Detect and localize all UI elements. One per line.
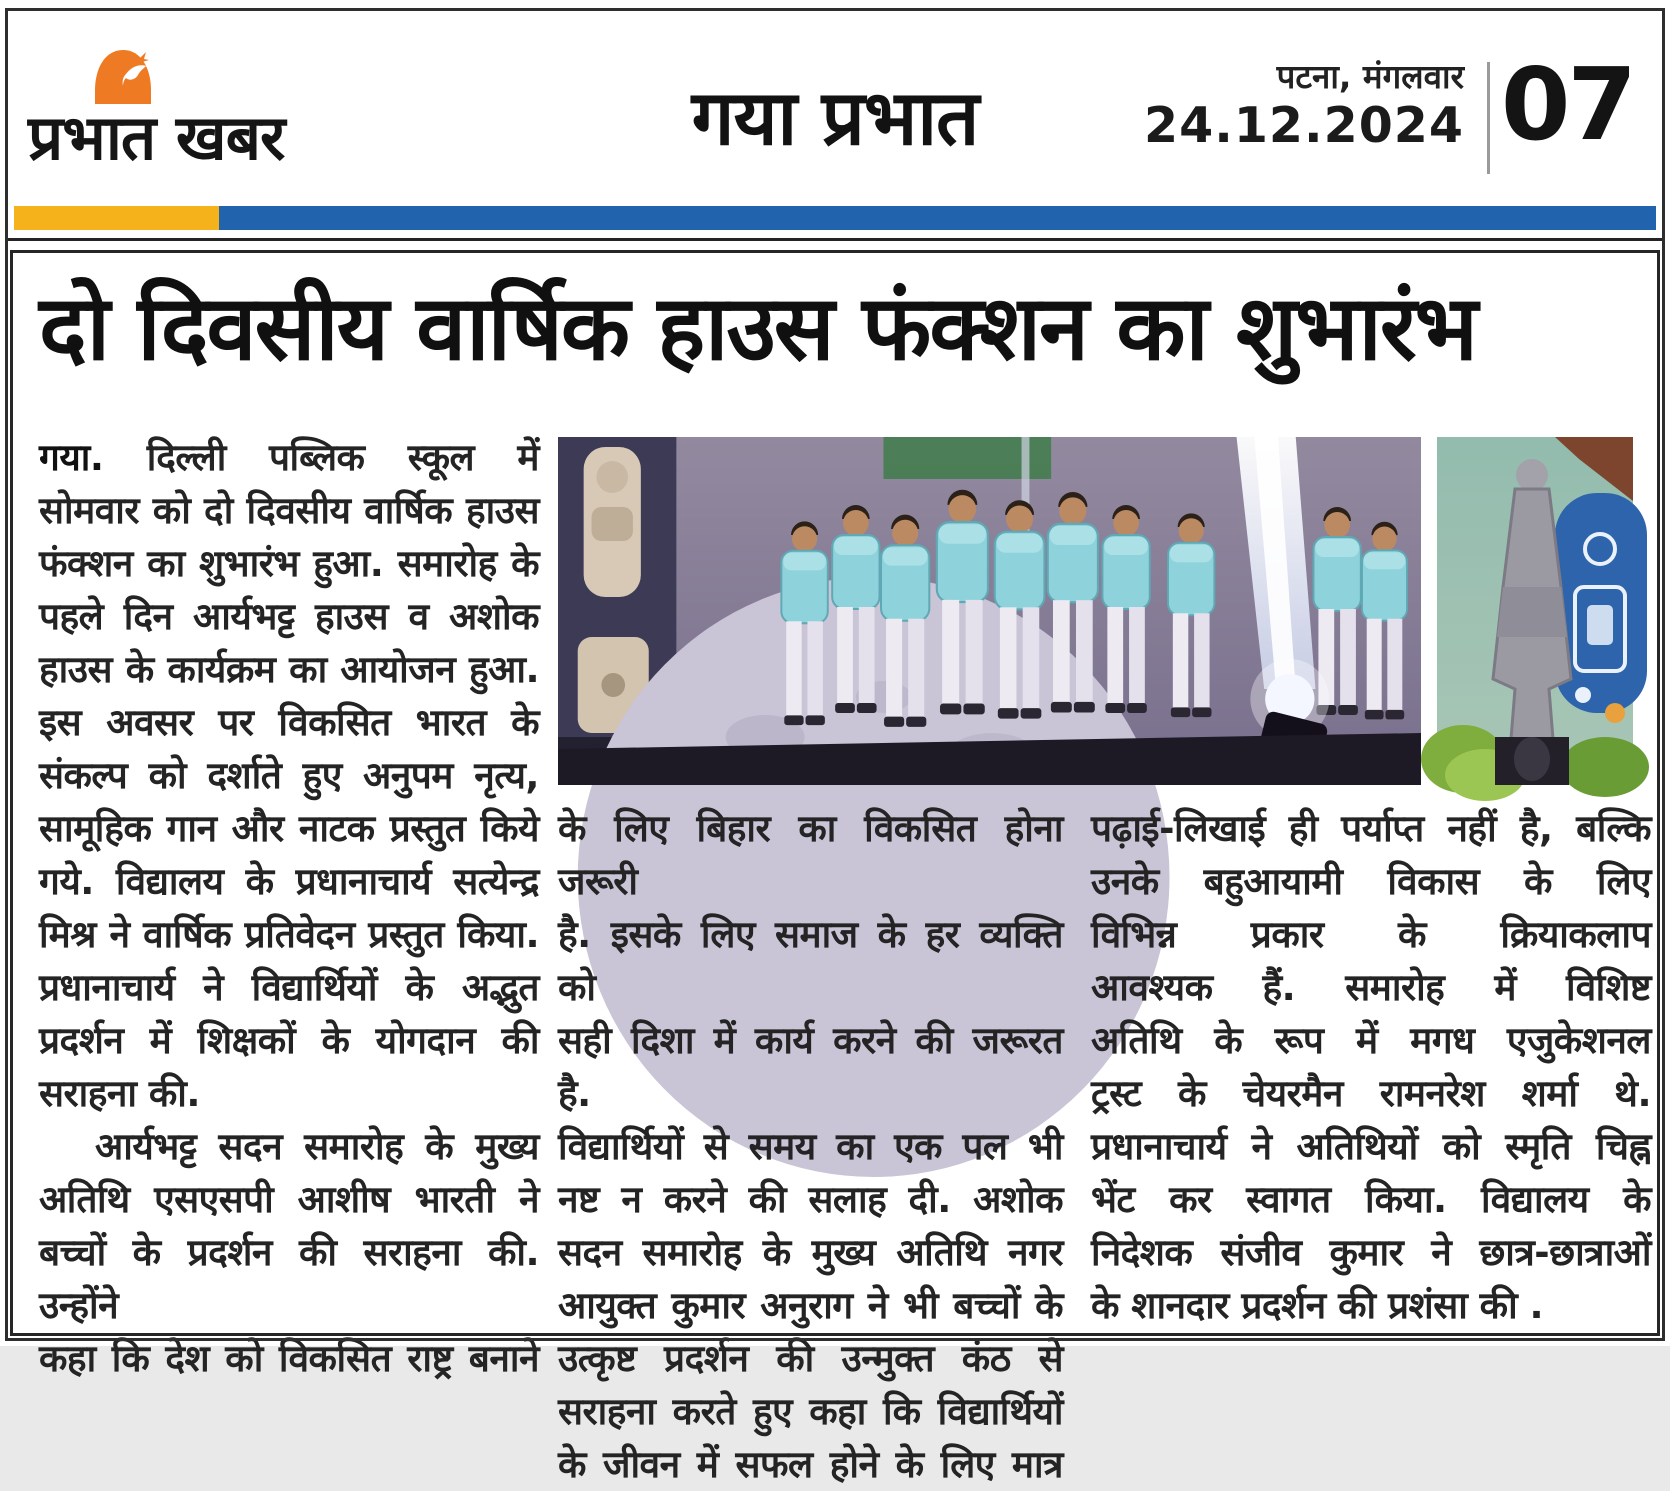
article-line: सोमवार को दो दिवसीय वार्षिक हाउस — [39, 489, 539, 532]
statue-photo-graphic — [1437, 437, 1633, 785]
article-line: गये. विद्यालय के प्रधानाचार्य सत्येन्द्र — [39, 860, 539, 903]
article-line: सही दिशा में कार्य करने की जरूरत है. — [558, 1019, 1063, 1115]
article-column-1 — [39, 431, 539, 1385]
stage-photo-graphic — [558, 437, 1421, 785]
article-column-3 — [1091, 802, 1651, 1332]
issue-date: 24.12.2024 — [1144, 96, 1464, 154]
article-line: भेंट कर स्वागत किया. विद्यालय के — [1091, 1178, 1651, 1221]
statue-photo — [1437, 437, 1633, 785]
article-headline: दो दिवसीय वार्षिक हाउस फंक्शन का शुभारंभ — [39, 276, 1476, 381]
article-line: ट्रस्ट के चेयरमैन रामनरेश शर्मा थे. — [1091, 1072, 1651, 1115]
dateline: गया. — [39, 436, 147, 479]
article-line: संकल्प को दर्शाते हुए अनुपम नृत्य, — [39, 754, 539, 797]
article-line: अतिथि के रूप में मगध एजुकेशनल — [1091, 1019, 1651, 1062]
article-line: अतिथि एसएसपी आशीष भारती ने — [39, 1178, 539, 1221]
article-line: के जीवन में सफल होने के लिए मात्र — [558, 1443, 1063, 1486]
date-block — [1144, 58, 1464, 155]
masthead-divider — [1487, 62, 1490, 174]
article-line: कहा कि देश को विकसित राष्ट्र बनाने — [39, 1337, 539, 1380]
article-line: फंक्शन का शुभारंभ हुआ. समारोह के — [39, 542, 539, 585]
article-line: के शानदार प्रदर्शन की प्रशंसा की . — [1091, 1284, 1544, 1327]
masthead — [14, 12, 1656, 204]
article-line: विभिन्न प्रकार के क्रियाकलाप — [1091, 913, 1651, 956]
article-line: प्रदर्शन में शिक्षकों के योगदान की — [39, 1019, 539, 1062]
article-column-2 — [558, 802, 1063, 1491]
article-line: प्रधानाचार्य ने अतिथियों को स्मृति चिह्न — [1091, 1125, 1651, 1168]
article-line: उनके बहुआयामी विकास के लिए — [1091, 860, 1651, 903]
article-line: प्रधानाचार्य ने विद्यार्थियों के अद्भुत — [39, 966, 539, 1009]
article-line: सराहना करते हुए कहा कि विद्यार्थियों — [558, 1390, 1063, 1433]
article-line: पहले दिन आर्यभट्ट हाउस व अशोक — [39, 595, 539, 638]
article-line: आवश्यक हैं. समारोह में विशिष्ट — [1091, 966, 1651, 1009]
article-line: बच्चों के प्रदर्शन की सराहना की. उन्होंने — [39, 1231, 539, 1327]
masthead-bar — [14, 206, 1656, 230]
article-line: विद्यार्थियों से समय का एक पल भी — [558, 1125, 1063, 1168]
page-number: 07 — [1500, 46, 1634, 163]
bar-blue-segment — [219, 206, 1656, 230]
article-line: सराहना की. — [39, 1072, 200, 1115]
article-line: हाउस के कार्यक्रम का आयोजन हुआ. — [39, 648, 539, 691]
place-day: पटना, मंगलवार — [1276, 57, 1464, 96]
article-line: सदन समारोह के मुख्य अतिथि नगर — [558, 1231, 1063, 1274]
article-line: है. इसके लिए समाज के हर व्यक्ति को — [558, 913, 1063, 1009]
masthead-rule — [5, 238, 1665, 241]
article-line: पढ़ाई-लिखाई ही पर्याप्त नहीं है, बल्कि — [1091, 807, 1651, 850]
edition-title: गया प्रभात — [691, 73, 979, 162]
article-line: के लिए बिहार का विकसित होना जरूरी — [558, 807, 1063, 903]
article-line: आयुक्त कुमार अनुराग ने भी बच्चों के — [558, 1284, 1063, 1327]
article-line: नष्ट न करने की सलाह दी. अशोक — [558, 1178, 1063, 1221]
photo-row — [558, 437, 1633, 785]
article-line: निदेशक संजीव कुमार ने छात्र-छात्राओं — [1091, 1231, 1651, 1274]
article-line: गया. दिल्ली पब्लिक स्कूल में — [39, 436, 539, 479]
bar-yellow-segment — [14, 206, 219, 230]
newspaper-name: प्रभात खबर — [28, 101, 285, 174]
article-line: आर्यभट्ट सदन समारोह के मुख्य — [95, 1125, 539, 1168]
article-line: इस अवसर पर विकसित भारत के — [39, 701, 539, 744]
article-box — [10, 250, 1660, 1486]
article-line: सामूहिक गान और नाटक प्रस्तुत किये — [39, 807, 539, 850]
stage-photo — [558, 437, 1421, 785]
article-line: मिश्र ने वार्षिक प्रतिवेदन प्रस्तुत किया. — [39, 913, 539, 956]
article-line: उत्कृष्ट प्रदर्शन की उन्मुक्त कंठ से — [558, 1337, 1063, 1380]
